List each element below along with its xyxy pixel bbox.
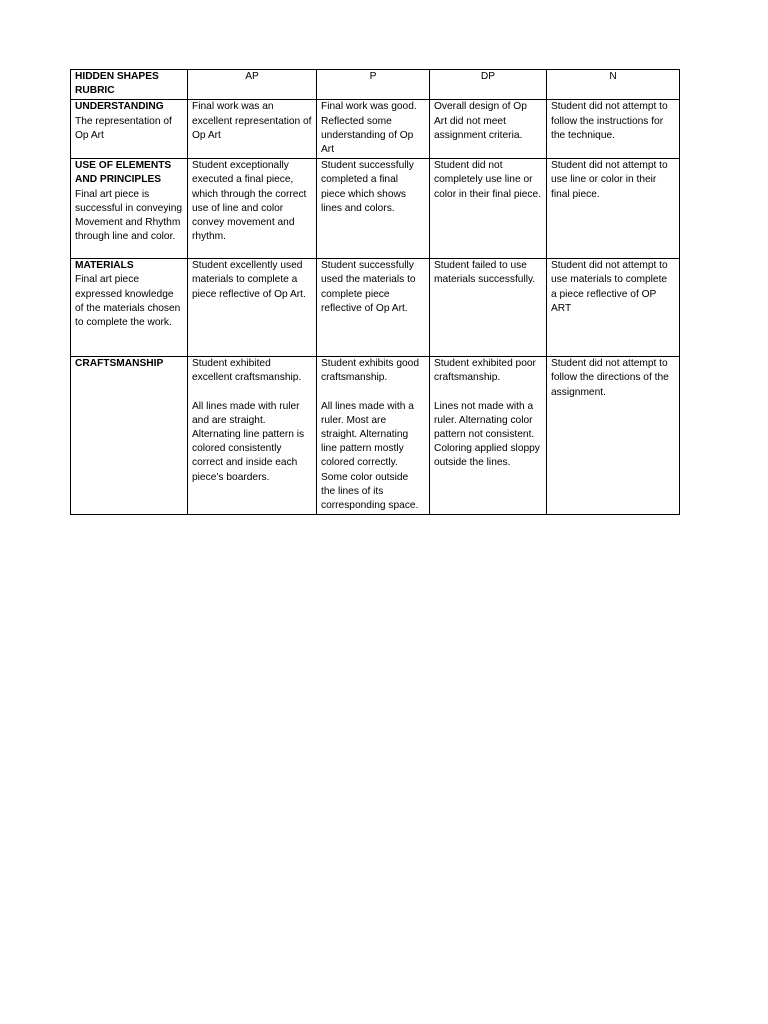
cell-text: Student exceptionally executed a final piece, which through the correct use of line and color convey movement and rhythm. xyxy=(192,160,307,243)
criterion-description: The representation of Op Art xyxy=(75,115,172,141)
cell-text: Student excellently used materials to complete a piece reflective of Op Art. xyxy=(192,260,306,300)
table-row xyxy=(71,100,680,159)
cell-text: Student exhibited excellent craftsmanship. xyxy=(192,358,302,384)
rubric-cell-n xyxy=(547,259,680,357)
criterion-title: USE OF ELEMENTS AND PRINCIPLES xyxy=(75,160,172,186)
column-header-p: P xyxy=(317,70,430,100)
cell-text: Student did not attempt to use line or color in their final piece. xyxy=(551,160,668,200)
table-row xyxy=(71,357,680,515)
rubric-cell-p xyxy=(317,259,430,357)
rubric-title: HIDDEN SHAPES RUBRIC xyxy=(71,70,188,100)
rubric-cell-ap xyxy=(188,357,317,515)
rubric-cell-ap xyxy=(188,100,317,159)
rubric-cell-dp xyxy=(430,357,547,515)
cell-text: Student did not attempt to follow the directions of the assignment. xyxy=(551,358,669,398)
cell-text: Student successfully completed a final piece which shows lines and colors. xyxy=(321,160,414,214)
rubric-cell-ap xyxy=(188,259,317,357)
cell-text: Overall design of Op Art did not meet assignment criteria. xyxy=(434,101,527,141)
criterion-cell xyxy=(71,259,188,357)
rubric-cell-dp xyxy=(430,100,547,159)
column-header-dp: DP xyxy=(430,70,547,100)
paragraph-gap xyxy=(192,386,312,400)
table-row xyxy=(71,259,680,357)
criterion-cell xyxy=(71,100,188,159)
cell-text: Student did not completely use line or color in their final piece. xyxy=(434,160,542,200)
rubric-cell-p xyxy=(317,100,430,159)
cell-text: Student did not attempt to follow the instructions for the technique. xyxy=(551,101,668,141)
cell-text: Final work was good. Reflected some understanding of Op Art xyxy=(321,101,417,156)
paragraph-gap xyxy=(434,386,542,400)
cell-text: Lines not made with a ruler. Alternating color pattern not consistent. Coloring applied sloppy outside the lines. xyxy=(434,400,540,469)
criterion-cell xyxy=(71,159,188,259)
rubric-cell-ap xyxy=(188,159,317,259)
criterion-cell xyxy=(71,357,188,515)
cell-text: Student exhibits good craftsmanship. xyxy=(321,358,419,384)
rubric-cell-n xyxy=(547,357,680,515)
paragraph-gap xyxy=(321,386,425,400)
criterion-title: UNDERSTANDING xyxy=(75,101,164,113)
table-row xyxy=(71,159,680,259)
criterion-description: Final art piece is successful in conveying Movement and Rhythm through line and color. xyxy=(75,188,183,243)
rubric-cell-n xyxy=(547,159,680,259)
cell-text: Final work was an excellent representation of Op Art xyxy=(192,101,312,141)
column-header-ap: AP xyxy=(188,70,317,100)
rubric-cell-dp xyxy=(430,159,547,259)
rubric-table xyxy=(70,69,680,515)
criterion-description: Final art piece expressed knowledge of the materials chosen to complete the work. xyxy=(75,274,181,329)
cell-text: Student exhibited poor craftsmanship. xyxy=(434,358,536,384)
cell-text: All lines made with ruler and are straight. Alternating line pattern is colored consistently correct and inside each piece’s boarders. xyxy=(192,400,305,483)
rubric-cell-p xyxy=(317,357,430,515)
criterion-title: MATERIALS xyxy=(75,260,134,272)
rubric-cell-n xyxy=(547,100,680,159)
column-header-n: N xyxy=(547,70,680,100)
cell-text: All lines made with a ruler. Most are straight. Alternating line pattern mostly colored correctly. Some color outside the lines of its corresponding space. xyxy=(321,400,419,512)
rubric-header-row xyxy=(71,70,680,100)
cell-text: Student did not attempt to use materials to complete a piece reflective of OP ART xyxy=(551,260,668,314)
rubric-cell-p xyxy=(317,159,430,259)
cell-text: Student failed to use materials successfully. xyxy=(434,260,536,286)
rubric-cell-dp xyxy=(430,259,547,357)
criterion-title: CRAFTSMANSHIP xyxy=(75,358,164,370)
cell-text: Student successfully used the materials to complete piece reflective of Op Art. xyxy=(321,260,416,314)
